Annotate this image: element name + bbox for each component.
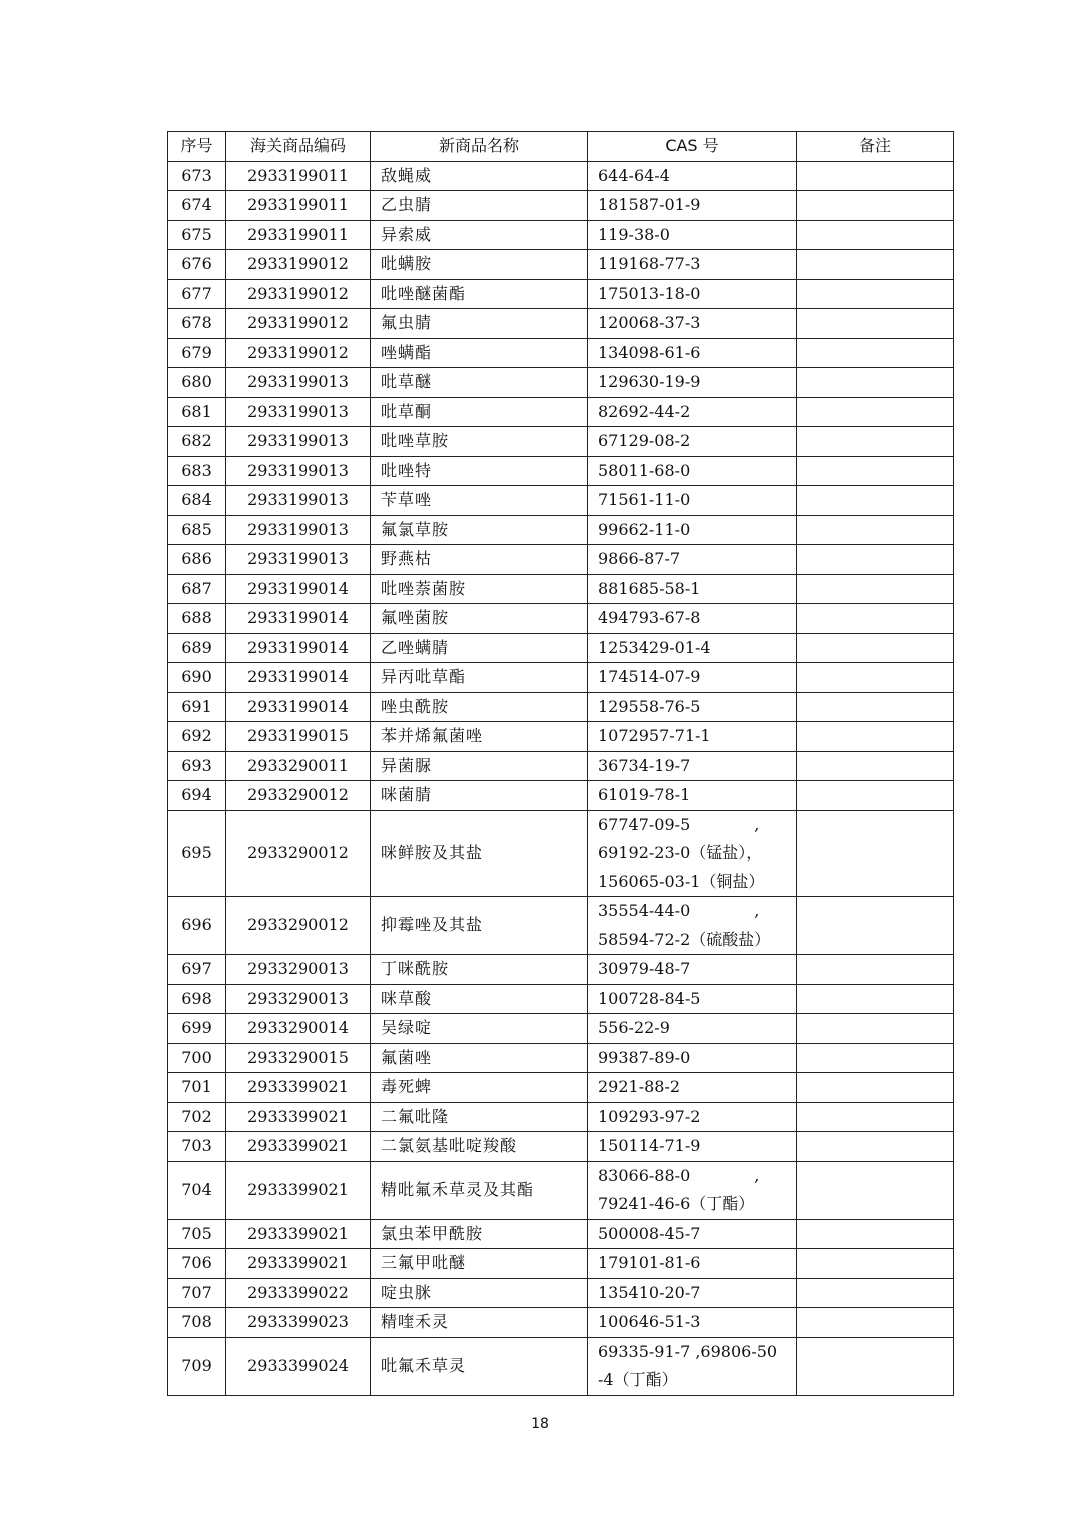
cas-number-cell <box>588 250 797 280</box>
cas-number-line: 100728-84-5 <box>598 988 701 1008</box>
cas-number-cell <box>588 1249 797 1279</box>
cas-number-cell <box>588 309 797 339</box>
cas-number-line: 1253429-01-4 <box>598 637 711 657</box>
serial-number-cell: 693 <box>168 751 226 781</box>
cas-number-cell <box>588 1219 797 1249</box>
cas-number-cell <box>588 810 797 897</box>
product-name-cell: 吡草醚 <box>371 368 588 398</box>
table-row <box>168 397 954 427</box>
table-row <box>168 338 954 368</box>
customs-code-cell: 2933199013 <box>226 397 371 427</box>
customs-code-cell: 2933199011 <box>226 161 371 191</box>
customs-code-cell: 2933399021 <box>226 1219 371 1249</box>
table-row <box>168 486 954 516</box>
product-name-cell: 氟菌唑 <box>371 1043 588 1073</box>
cas-number-line: 67129-08-2 <box>598 431 691 450</box>
serial-number-cell: 690 <box>168 663 226 693</box>
cas-number-line: 881685-58-1 <box>598 578 701 598</box>
serial-number-cell: 686 <box>168 545 226 575</box>
cas-number-line: 156065-03-1（铜盐） <box>598 871 765 891</box>
product-name-cell: 吡螨胺 <box>371 250 588 280</box>
product-name-cell: 吡草酮 <box>371 397 588 427</box>
customs-code-cell: 2933290013 <box>226 984 371 1014</box>
table-row <box>168 1014 954 1044</box>
remarks-cell <box>797 191 954 221</box>
remarks-cell <box>797 486 954 516</box>
customs-code-cell: 2933199013 <box>226 486 371 516</box>
cas-number-line: 494793-67-8 <box>598 608 701 627</box>
serial-number-cell: 692 <box>168 722 226 752</box>
product-name-cell: 氟唑菌胺 <box>371 604 588 634</box>
table-row <box>168 692 954 722</box>
cas-number-line: 129558-76-5 <box>598 696 701 716</box>
product-name-cell: 二氯氨基吡啶羧酸 <box>371 1132 588 1162</box>
serial-number-cell: 697 <box>168 955 226 985</box>
remarks-cell <box>797 810 954 897</box>
customs-code-cell: 2933199013 <box>226 456 371 486</box>
cas-number-cell <box>588 486 797 516</box>
cas-number-cell <box>588 984 797 1014</box>
remarks-cell <box>797 574 954 604</box>
cas-number-cell <box>588 574 797 604</box>
table-row <box>168 574 954 604</box>
cas-number-cell <box>588 897 797 955</box>
serial-number-cell: 684 <box>168 486 226 516</box>
table-row <box>168 1073 954 1103</box>
table-row <box>168 781 954 811</box>
customs-code-cell: 2933399022 <box>226 1278 371 1308</box>
serial-number-cell: 705 <box>168 1219 226 1249</box>
cas-number-line: 179101-81-6 <box>598 1253 701 1272</box>
cas-number-line: 644-64-4 <box>598 165 670 185</box>
table-row <box>168 545 954 575</box>
header-serial-number: 序号 <box>168 132 226 162</box>
serial-number-cell: 695 <box>168 810 226 897</box>
cas-number-line: 82692-44-2 <box>598 401 691 421</box>
remarks-cell <box>797 368 954 398</box>
product-name-cell: 敌蝇威 <box>371 161 588 191</box>
remarks-cell <box>797 250 954 280</box>
product-name-cell: 抑霉唑及其盐 <box>371 897 588 955</box>
product-name-cell: 异菌脲 <box>371 751 588 781</box>
serial-number-cell: 673 <box>168 161 226 191</box>
cas-number-line: 119168-77-3 <box>598 254 701 273</box>
product-name-cell: 吡氟禾草灵 <box>371 1337 588 1395</box>
cas-number-line: 556-22-9 <box>598 1018 670 1037</box>
cas-number-cell <box>588 1337 797 1395</box>
cas-number-line: 30979-48-7 <box>598 959 691 978</box>
serial-number-cell: 682 <box>168 427 226 457</box>
customs-code-cell: 2933290011 <box>226 751 371 781</box>
serial-number-cell: 704 <box>168 1161 226 1219</box>
serial-number-cell: 683 <box>168 456 226 486</box>
table-row <box>168 897 954 955</box>
customs-code-cell: 2933199013 <box>226 427 371 457</box>
remarks-cell <box>797 220 954 250</box>
cas-number-cell <box>588 338 797 368</box>
serial-number-cell: 680 <box>168 368 226 398</box>
remarks-cell <box>797 279 954 309</box>
cas-number-cell <box>588 427 797 457</box>
remarks-cell <box>797 1308 954 1338</box>
serial-number-cell: 702 <box>168 1102 226 1132</box>
remarks-cell <box>797 309 954 339</box>
cas-number-line: 181587-01-9 <box>598 195 701 214</box>
customs-code-cell: 2933290012 <box>226 781 371 811</box>
table-row <box>168 955 954 985</box>
cas-number-line: 36734-19-7 <box>598 755 691 775</box>
remarks-cell <box>797 545 954 575</box>
serial-number-cell: 709 <box>168 1337 226 1395</box>
customs-code-cell: 2933290014 <box>226 1014 371 1044</box>
serial-number-cell: 678 <box>168 309 226 339</box>
customs-code-cell: 2933399023 <box>226 1308 371 1338</box>
cas-number-cell <box>588 663 797 693</box>
cas-number-line: 174514-07-9 <box>598 667 701 686</box>
customs-code-cell: 2933199013 <box>226 368 371 398</box>
customs-code-cell: 2933290013 <box>226 955 371 985</box>
product-name-cell: 吴绿啶 <box>371 1014 588 1044</box>
cas-number-cell <box>588 781 797 811</box>
table-row <box>168 1337 954 1395</box>
cas-number-cell <box>588 604 797 634</box>
cas-number-line: 109293-97-2 <box>598 1106 701 1126</box>
customs-code-cell: 2933199011 <box>226 220 371 250</box>
serial-number-cell: 677 <box>168 279 226 309</box>
table-row <box>168 515 954 545</box>
cas-number-line: 67747-09-5 , <box>598 814 760 834</box>
cas-number-cell <box>588 1073 797 1103</box>
product-name-cell: 丁咪酰胺 <box>371 955 588 985</box>
customs-code-cell: 2933199012 <box>226 279 371 309</box>
customs-code-cell: 2933199011 <box>226 191 371 221</box>
remarks-cell <box>797 338 954 368</box>
table-row <box>168 722 954 752</box>
table-row <box>168 309 954 339</box>
cas-number-cell <box>588 368 797 398</box>
customs-code-cell: 2933199012 <box>226 309 371 339</box>
customs-code-cell: 2933199012 <box>226 338 371 368</box>
table-row <box>168 191 954 221</box>
remarks-cell <box>797 1132 954 1162</box>
remarks-cell <box>797 1043 954 1073</box>
product-name-cell: 唑螨酯 <box>371 338 588 368</box>
cas-number-line: 61019-78-1 <box>598 785 691 804</box>
remarks-cell <box>797 1337 954 1395</box>
customs-code-cell: 2933290012 <box>226 810 371 897</box>
cas-number-cell <box>588 161 797 191</box>
product-name-cell: 二氟吡隆 <box>371 1102 588 1132</box>
cas-number-cell <box>588 279 797 309</box>
serial-number-cell: 696 <box>168 897 226 955</box>
cas-number-cell <box>588 1043 797 1073</box>
product-name-cell: 乙唑螨腈 <box>371 633 588 663</box>
cas-number-cell <box>588 692 797 722</box>
customs-code-cell: 2933399024 <box>226 1337 371 1395</box>
cas-number-line: 150114-71-9 <box>598 1136 701 1155</box>
header-customs-code: 海关商品编码 <box>226 132 371 162</box>
product-name-cell: 吡唑萘菌胺 <box>371 574 588 604</box>
customs-code-cell: 2933199014 <box>226 663 371 693</box>
serial-number-cell: 700 <box>168 1043 226 1073</box>
customs-code-cell: 2933199014 <box>226 692 371 722</box>
cas-number-line: 9866-87-7 <box>598 549 681 568</box>
remarks-cell <box>797 751 954 781</box>
cas-number-line: 69335-91-7 ,69806-50 <box>598 1341 778 1361</box>
cas-number-cell <box>588 191 797 221</box>
customs-code-cell: 2933199015 <box>226 722 371 752</box>
customs-code-cell: 2933290012 <box>226 897 371 955</box>
table-body <box>168 161 954 1395</box>
cas-number-cell <box>588 722 797 752</box>
product-name-cell: 乙虫腈 <box>371 191 588 221</box>
serial-number-cell: 699 <box>168 1014 226 1044</box>
serial-number-cell: 691 <box>168 692 226 722</box>
header-row <box>168 132 954 162</box>
cas-number-line: 100646-51-3 <box>598 1312 701 1331</box>
product-name-cell: 野燕枯 <box>371 545 588 575</box>
product-name-cell: 苯并烯氟菌唑 <box>371 722 588 752</box>
table-row <box>168 1043 954 1073</box>
header-product-name: 新商品名称 <box>371 132 588 162</box>
serial-number-cell: 706 <box>168 1249 226 1279</box>
remarks-cell <box>797 1014 954 1044</box>
table-row <box>168 1161 954 1219</box>
cas-number-line: 79241-46-6（丁酯） <box>598 1194 755 1213</box>
product-name-cell: 吡唑醚菌酯 <box>371 279 588 309</box>
header-remarks: 备注 <box>797 132 954 162</box>
table-row <box>168 279 954 309</box>
cas-number-line: 129630-19-9 <box>598 372 701 391</box>
cas-number-cell <box>588 633 797 663</box>
customs-code-cell: 2933399021 <box>226 1249 371 1279</box>
serial-number-cell: 685 <box>168 515 226 545</box>
cas-number-cell <box>588 1278 797 1308</box>
product-name-cell: 异索威 <box>371 220 588 250</box>
cas-number-line: 119-38-0 <box>598 224 670 244</box>
product-name-cell: 咪草酸 <box>371 984 588 1014</box>
remarks-cell <box>797 897 954 955</box>
remarks-cell <box>797 1102 954 1132</box>
header-cas-number: CAS 号 <box>588 132 797 162</box>
product-name-cell: 氟虫腈 <box>371 309 588 339</box>
remarks-cell <box>797 515 954 545</box>
remarks-cell <box>797 633 954 663</box>
customs-code-cell: 2933199014 <box>226 574 371 604</box>
remarks-cell <box>797 427 954 457</box>
table-row <box>168 751 954 781</box>
customs-code-cell: 2933399021 <box>226 1161 371 1219</box>
serial-number-cell: 679 <box>168 338 226 368</box>
table-row <box>168 1102 954 1132</box>
cas-number-cell <box>588 515 797 545</box>
page-number: 18 <box>531 1416 549 1432</box>
cas-number-cell <box>588 1308 797 1338</box>
remarks-cell <box>797 955 954 985</box>
table-row <box>168 250 954 280</box>
table-row <box>168 161 954 191</box>
serial-number-cell: 698 <box>168 984 226 1014</box>
serial-number-cell: 674 <box>168 191 226 221</box>
customs-code-cell: 2933199014 <box>226 604 371 634</box>
product-name-cell: 苄草唑 <box>371 486 588 516</box>
cas-number-cell <box>588 1161 797 1219</box>
serial-number-cell: 703 <box>168 1132 226 1162</box>
cas-number-cell <box>588 456 797 486</box>
customs-code-cell: 2933399021 <box>226 1073 371 1103</box>
product-name-cell: 氟氯草胺 <box>371 515 588 545</box>
table-row <box>168 368 954 398</box>
cas-number-line: 69192-23-0（锰盐）， <box>598 843 763 862</box>
product-name-cell: 氯虫苯甲酰胺 <box>371 1219 588 1249</box>
cas-number-line: 1072957-71-1 <box>598 726 711 745</box>
serial-number-cell: 681 <box>168 397 226 427</box>
product-name-cell: 吡唑特 <box>371 456 588 486</box>
remarks-cell <box>797 1219 954 1249</box>
product-name-cell: 咪鲜胺及其盐 <box>371 810 588 897</box>
product-name-cell: 吡唑草胺 <box>371 427 588 457</box>
table-row <box>168 1219 954 1249</box>
remarks-cell <box>797 692 954 722</box>
customs-code-cell: 2933199013 <box>226 515 371 545</box>
product-name-cell: 精吡氟禾草灵及其酯 <box>371 1161 588 1219</box>
remarks-cell <box>797 604 954 634</box>
product-name-cell: 唑虫酰胺 <box>371 692 588 722</box>
customs-code-cell: 2933399021 <box>226 1132 371 1162</box>
product-name-cell: 三氟甲吡醚 <box>371 1249 588 1279</box>
cas-number-cell <box>588 545 797 575</box>
serial-number-cell: 694 <box>168 781 226 811</box>
customs-code-cell: 2933290015 <box>226 1043 371 1073</box>
remarks-cell <box>797 1278 954 1308</box>
remarks-cell <box>797 1073 954 1103</box>
cas-number-line: 135410-20-7 <box>598 1282 701 1302</box>
cas-number-line: 134098-61-6 <box>598 342 701 362</box>
remarks-cell <box>797 397 954 427</box>
cas-number-line: 71561-11-0 <box>598 490 691 509</box>
remarks-cell <box>797 781 954 811</box>
table-row <box>168 984 954 1014</box>
product-name-cell: 啶虫脒 <box>371 1278 588 1308</box>
cas-number-cell <box>588 955 797 985</box>
cas-number-cell <box>588 220 797 250</box>
customs-code-cell: 2933399021 <box>226 1102 371 1132</box>
remarks-cell <box>797 161 954 191</box>
table-row <box>168 220 954 250</box>
table-row <box>168 633 954 663</box>
cas-number-line: -4（丁酯） <box>598 1370 678 1389</box>
cas-number-line: 99387-89-0 <box>598 1047 691 1067</box>
cas-number-line: 2921-88-2 <box>598 1077 681 1096</box>
product-name-cell: 精喹禾灵 <box>371 1308 588 1338</box>
cas-number-line: 58594-72-2（硫酸盐） <box>598 929 771 949</box>
table-row <box>168 604 954 634</box>
customs-code-cell: 2933199012 <box>226 250 371 280</box>
cas-number-line: 83066-88-0 , <box>598 1165 760 1185</box>
commodity-table <box>167 131 954 1396</box>
remarks-cell <box>797 984 954 1014</box>
cas-number-line: 58011-68-0 <box>598 460 691 480</box>
table-row <box>168 1132 954 1162</box>
serial-number-cell: 688 <box>168 604 226 634</box>
serial-number-cell: 687 <box>168 574 226 604</box>
cas-number-cell <box>588 1102 797 1132</box>
cas-number-line: 99662-11-0 <box>598 519 691 539</box>
remarks-cell <box>797 722 954 752</box>
table-row <box>168 427 954 457</box>
serial-number-cell: 689 <box>168 633 226 663</box>
cas-number-cell <box>588 1014 797 1044</box>
cas-number-line: 35554-44-0 , <box>598 901 760 920</box>
serial-number-cell: 701 <box>168 1073 226 1103</box>
cas-number-line: 500008-45-7 <box>598 1223 701 1243</box>
cas-number-cell <box>588 751 797 781</box>
cas-number-cell <box>588 1132 797 1162</box>
cas-number-line: 175013-18-0 <box>598 283 701 303</box>
table-row <box>168 810 954 897</box>
customs-code-cell: 2933199013 <box>226 545 371 575</box>
product-name-cell: 异丙吡草酯 <box>371 663 588 693</box>
remarks-cell <box>797 1249 954 1279</box>
product-name-cell: 咪菌腈 <box>371 781 588 811</box>
table-row <box>168 1249 954 1279</box>
table-row <box>168 456 954 486</box>
serial-number-cell: 707 <box>168 1278 226 1308</box>
product-name-cell: 毒死蜱 <box>371 1073 588 1103</box>
serial-number-cell: 708 <box>168 1308 226 1338</box>
serial-number-cell: 676 <box>168 250 226 280</box>
table-row <box>168 663 954 693</box>
table-row <box>168 1278 954 1308</box>
customs-code-cell: 2933199014 <box>226 633 371 663</box>
cas-number-cell <box>588 397 797 427</box>
remarks-cell <box>797 456 954 486</box>
table-row <box>168 1308 954 1338</box>
remarks-cell <box>797 663 954 693</box>
remarks-cell <box>797 1161 954 1219</box>
cas-number-line: 120068-37-3 <box>598 313 701 332</box>
serial-number-cell: 675 <box>168 220 226 250</box>
